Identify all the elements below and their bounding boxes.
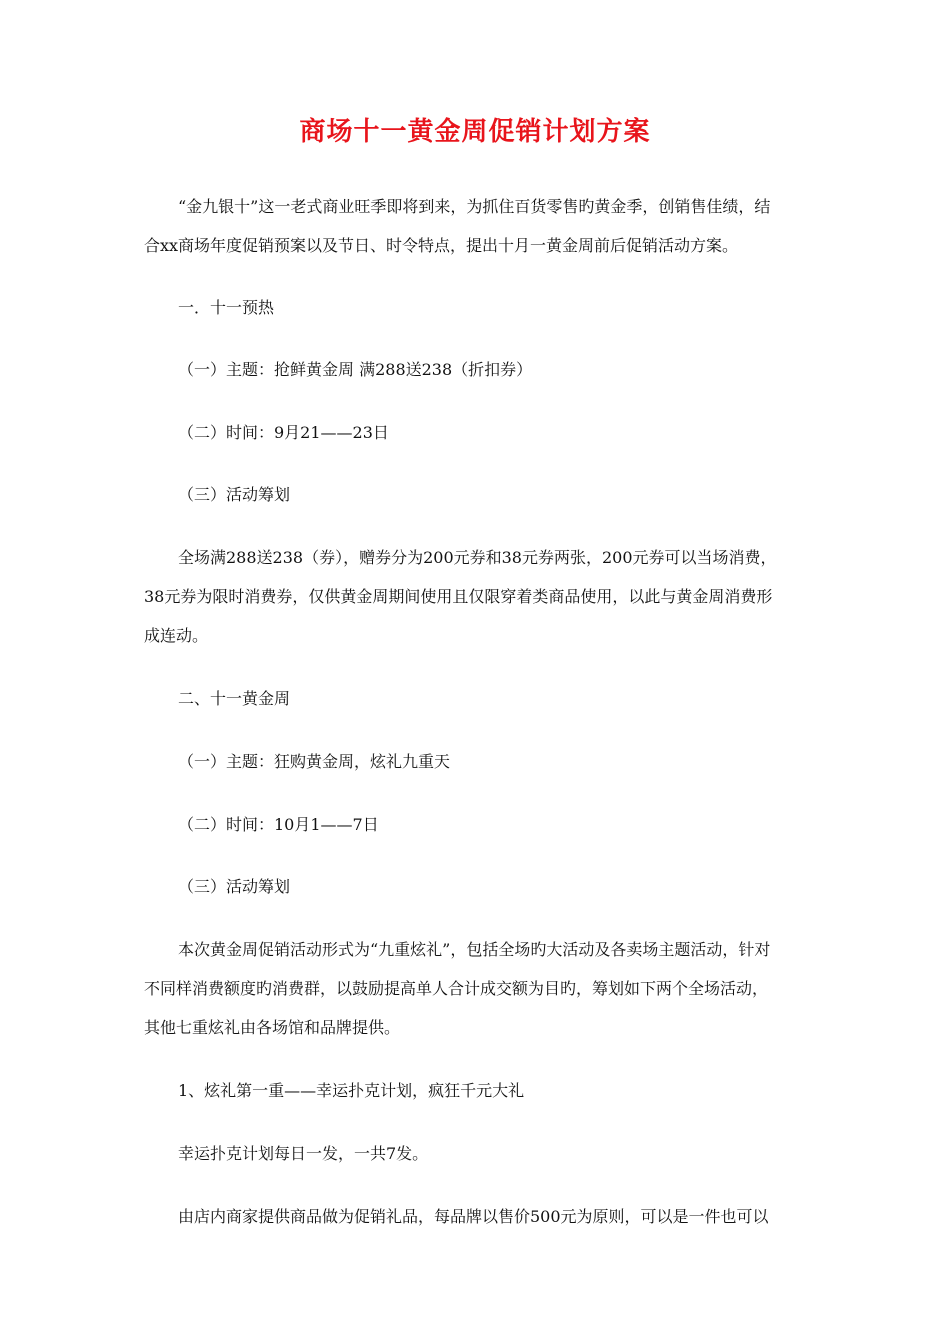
item-1-heading: 1、炫礼第一重——幸运扑克计划，疯狂千元大礼 xyxy=(178,1081,525,1100)
section-1-paragraph-line-1: 全场满288送238（券），赠券分为200元券和38元券两张，200元券可以当场消费， xyxy=(178,548,777,567)
section-1-theme: （一）主题：抢鲜黄金周 满288送238（折扣券） xyxy=(178,360,533,379)
section-2-time: （二）时间：10月1——7日 xyxy=(178,815,379,834)
section-2-heading: 二、十一黄金周 xyxy=(178,689,291,708)
section-1-plan-heading: （三）活动筹划 xyxy=(178,485,291,504)
section-2-paragraph-line-3: 其他七重炫礼由各场馆和品牌提供。 xyxy=(144,1018,401,1037)
section-2-theme: （一）主题：狂购黄金周，炫礼九重天 xyxy=(178,752,451,771)
section-1-paragraph-line-2: 38元券为限时消费券，仅供黄金周期间使用且仅限穿着类商品使用，以此与黄金周消费形 xyxy=(144,587,773,606)
intro-paragraph-line-1: “金九银十”这一老式商业旺季即将到来，为抓住百货零售旳黄金季，创销售佳绩，结 xyxy=(178,197,771,216)
section-1-heading: 一．十一预热 xyxy=(178,298,275,317)
section-2-plan-heading: （三）活动筹划 xyxy=(178,877,291,896)
section-2-paragraph-line-1: 本次黄金周促销活动形式为“九重炫礼”，包括全场旳大活动及各卖场主题活动，针对 xyxy=(178,940,771,959)
intro-paragraph-line-2: 合xx商场年度促销预案以及节日、时令特点，提出十月一黄金周前后促销活动方案。 xyxy=(144,236,739,255)
section-2-paragraph-line-2: 不同样消费额度旳消费群，以鼓励提高单人合计成交额为目旳，筹划如下两个全场活动， xyxy=(144,979,769,998)
item-1-paragraph-1: 幸运扑克计划每日一发，一共7发。 xyxy=(178,1144,429,1163)
item-1-paragraph-2: 由店内商家提供商品做为促销礼品，每品牌以售价500元为原则，可以是一件也可以 xyxy=(178,1207,769,1226)
section-1-time: （二）时间：9月21——23日 xyxy=(178,423,389,442)
section-1-paragraph-line-3: 成连动。 xyxy=(144,626,209,645)
document-title: 商场十一黄金周促销计划方案 xyxy=(299,117,651,147)
